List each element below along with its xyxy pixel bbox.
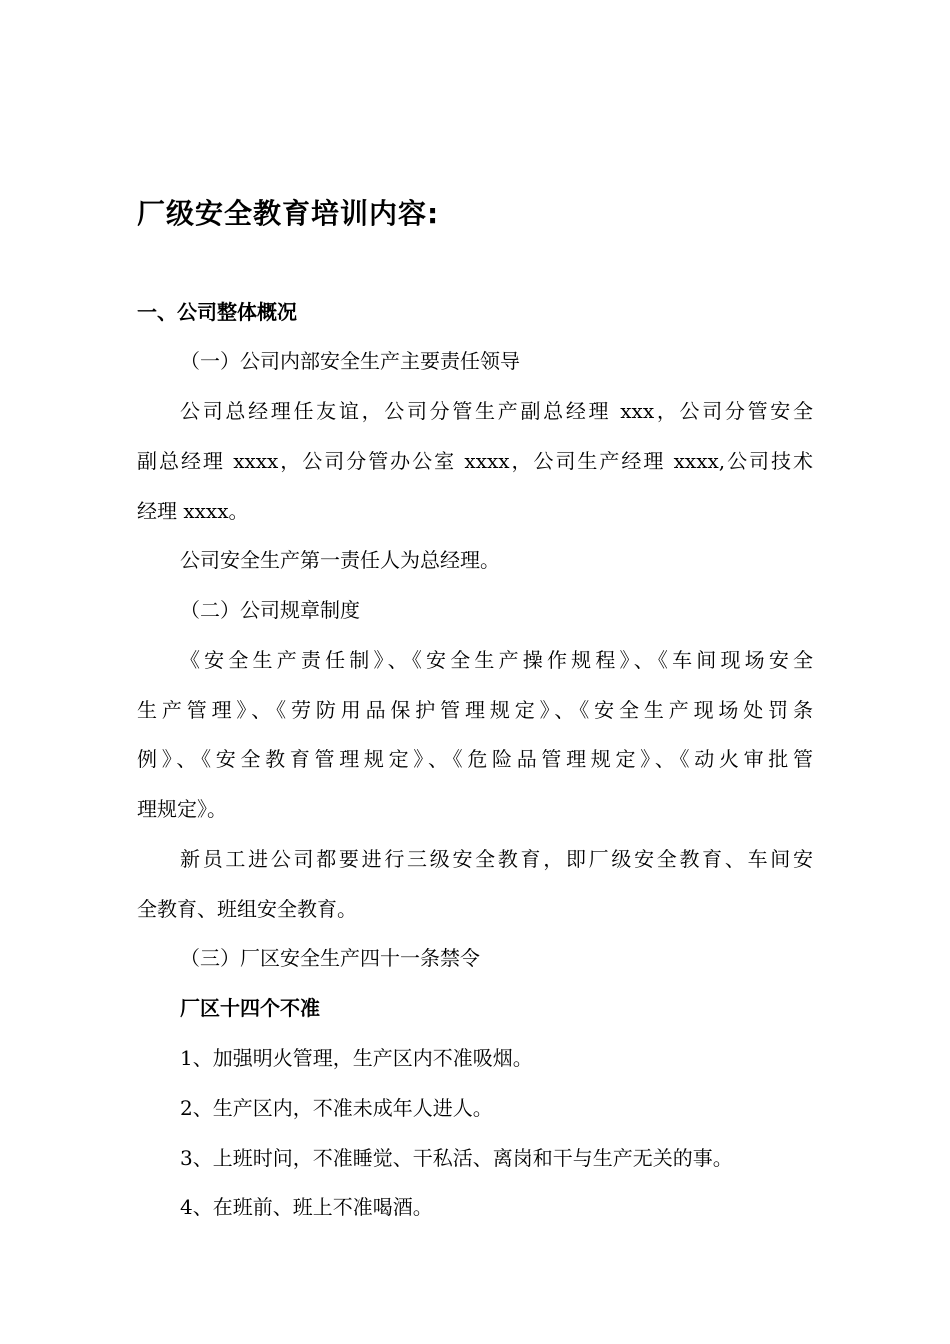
paragraph-line: 新员工进公司都要进行三级安全教育，即厂级安全教育、车间安 xyxy=(180,847,813,871)
paragraph-line: 公司总经理任友谊，公司分管生产副总经理 xxx，公司分管安全 xyxy=(180,399,813,423)
paragraph-line: 副总经理 xxxx，公司分管办公室 xxxx，公司生产经理 xxxx,公司技术 xyxy=(137,449,813,473)
paragraph-line: 全教育、班组安全教育。 xyxy=(137,897,357,921)
list-item: 3、上班时问，不准睡觉、干私活、离岗和干与生产无关的事。 xyxy=(180,1146,733,1170)
paragraph-line: 经理 xxxx。 xyxy=(137,499,249,523)
paragraph-line: 例》、《安全教育管理规定》、《危险品管理规定》、《动火审批管 xyxy=(137,747,813,771)
subsection-heading: （一）公司内部安全生产主要责任领导 xyxy=(180,349,520,373)
paragraph-line: 公司安全生产第一责任人为总经理。 xyxy=(180,548,500,572)
paragraph-line: 《安全生产责任制》、《安全生产操作规程》、《车间现场安全 xyxy=(180,648,813,672)
list-item: 4、在班前、班上不准喝酒。 xyxy=(180,1195,433,1219)
paragraph-line: 生产管理》、《劳防用品保护管理规定》、《安全生产现场处罚条 xyxy=(137,698,813,722)
section-heading: 一、公司整体概况 xyxy=(137,300,297,324)
paragraph-line: 理规定》。 xyxy=(137,797,227,821)
subsection-heading: （三）厂区安全生产四十一条禁令 xyxy=(180,946,480,970)
subsection-heading: （二）公司规章制度 xyxy=(180,598,360,622)
list-heading: 厂区十四个不准 xyxy=(180,996,320,1020)
list-item: 2、生产区内，不准未成年人进人。 xyxy=(180,1096,493,1120)
document-title: 厂级安全教育培训内容: xyxy=(137,197,440,230)
list-item: 1、加强明火管理，生产区内不准吸烟。 xyxy=(180,1046,533,1070)
